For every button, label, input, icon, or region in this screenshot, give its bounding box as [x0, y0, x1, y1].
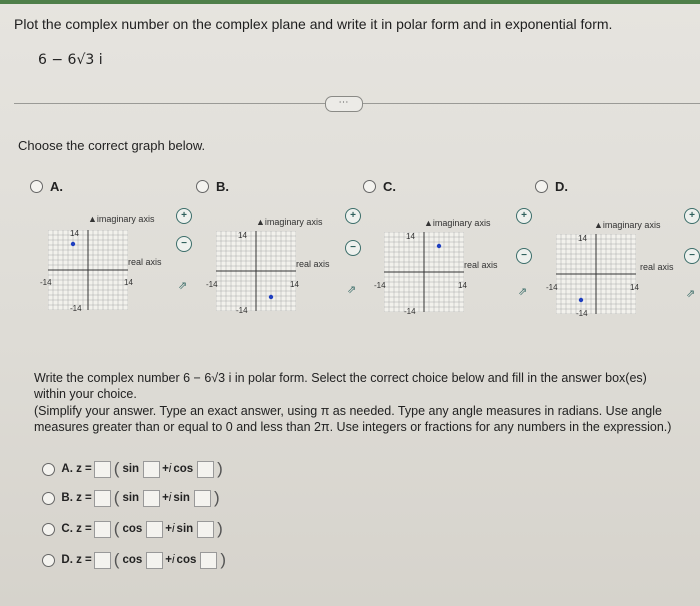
expand-icon[interactable]: ⇗ [686, 288, 696, 300]
modulus-input[interactable] [94, 552, 111, 569]
plus-sign: + [162, 492, 169, 504]
tick-bottom: -14 [576, 309, 588, 318]
choice-label: B. [61, 492, 73, 504]
zoom-in-icon[interactable]: + [176, 208, 192, 224]
plotted-point [437, 244, 441, 248]
polar-choice-d[interactable] [42, 550, 227, 570]
imaginary-axis-label: ▲imaginary axis [424, 218, 491, 228]
polar-choice-b[interactable] [42, 488, 221, 508]
imaginary-axis-label: ▲imaginary axis [256, 217, 323, 227]
imaginary-unit: i [171, 554, 175, 566]
angle-input-1[interactable] [143, 490, 160, 507]
modulus-input[interactable] [94, 490, 111, 507]
trig-fn-2: sin [173, 492, 190, 504]
angle-input-2[interactable] [197, 521, 214, 538]
tick-bottom: -14 [70, 304, 82, 313]
plotted-point [269, 295, 273, 299]
z-equals: z = [76, 554, 92, 566]
plus-sign: + [165, 523, 172, 535]
choice-label: C. [61, 523, 73, 535]
angle-input-2[interactable] [197, 461, 214, 478]
zoom-out-icon[interactable]: − [516, 248, 532, 264]
tick-bottom: -14 [404, 307, 416, 316]
open-paren: ( [113, 459, 120, 478]
choice-label: A. [61, 463, 73, 475]
instructions-hint: (Simplify your answer. Type an exact answer, using π as needed. Type any angle measures in radians. Use angle measures greater than or equal to 0 and less than 2π. Use integers or fractions for any numbers in the expression.) [34, 404, 672, 434]
radio-b[interactable] [196, 180, 209, 193]
angle-input-1[interactable] [146, 552, 163, 569]
tick-top: 14 [238, 231, 247, 240]
top-bar [0, 0, 700, 4]
tick-top: 14 [406, 232, 415, 241]
graph-c[interactable] [384, 232, 464, 312]
tick-top: 14 [70, 229, 79, 238]
trig-fn-2: cos [173, 463, 194, 475]
polar-choice-c[interactable] [42, 519, 224, 539]
graph-option-a[interactable] [30, 179, 63, 194]
graph-a[interactable] [48, 230, 128, 310]
open-paren: ( [113, 519, 120, 538]
close-paren: ) [217, 519, 223, 538]
graph-b[interactable] [216, 231, 296, 311]
radio-c[interactable] [363, 180, 376, 193]
option-label: C. [383, 179, 396, 194]
zoom-in-icon[interactable]: + [684, 208, 700, 224]
tick-left: -14 [374, 281, 386, 290]
plus-sign: + [162, 463, 169, 475]
zoom-in-icon[interactable]: + [345, 208, 361, 224]
option-label: A. [50, 179, 63, 194]
tick-left: -14 [40, 278, 52, 287]
zoom-out-icon[interactable]: − [176, 236, 192, 252]
imaginary-unit: i [168, 463, 172, 475]
modulus-input[interactable] [94, 461, 111, 478]
tick-right: 14 [458, 281, 467, 290]
real-axis-label: real axis [640, 262, 674, 272]
expand-icon[interactable]: ⇗ [178, 280, 188, 292]
tick-top: 14 [578, 234, 587, 243]
radio-polar-d[interactable] [42, 554, 55, 567]
radio-a[interactable] [30, 180, 43, 193]
close-paren: ) [217, 459, 223, 478]
modulus-input[interactable] [94, 521, 111, 538]
imaginary-unit: i [168, 492, 172, 504]
angle-input-2[interactable] [194, 490, 211, 507]
graph-option-b[interactable] [196, 179, 229, 194]
zoom-out-icon[interactable]: − [345, 240, 361, 256]
tick-left: -14 [546, 283, 558, 292]
more-button[interactable]: ⋯ [325, 96, 363, 112]
real-axis-label: real axis [464, 260, 498, 270]
close-paren: ) [220, 550, 227, 569]
tick-right: 14 [290, 280, 299, 289]
question-text: Plot the complex number on the complex plane and write it in polar form and in exponential form. [14, 16, 613, 32]
trig-fn-1: sin [122, 463, 140, 475]
imaginary-axis-label: ▲imaginary axis [594, 220, 661, 230]
option-label: D. [555, 179, 568, 194]
graph-option-d[interactable] [535, 179, 568, 194]
z-equals: z = [76, 463, 92, 475]
z-equals: z = [76, 523, 92, 535]
plus-sign: + [165, 554, 172, 566]
complex-expression: 6 − 6√3 i [38, 52, 103, 68]
angle-input-1[interactable] [146, 521, 163, 538]
real-axis-label: real axis [296, 259, 330, 269]
real-axis-label: real axis [128, 257, 162, 267]
graph-d[interactable] [556, 234, 636, 314]
angle-input-2[interactable] [200, 552, 217, 569]
polar-prompt: Write the complex number 6 − 6√3 i in polar form. Select the correct choice below and fill in the answer box(es) within your choice. [34, 371, 647, 401]
radio-polar-a[interactable] [42, 463, 55, 476]
choose-prompt: Choose the correct graph below. [18, 138, 206, 153]
tick-bottom: -14 [236, 306, 248, 315]
trig-fn-2: sin [176, 523, 194, 535]
zoom-in-icon[interactable]: + [516, 208, 532, 224]
trig-fn-1: cos [122, 523, 143, 535]
radio-d[interactable] [535, 180, 548, 193]
choice-label: D. [61, 554, 73, 566]
radio-polar-b[interactable] [42, 492, 55, 505]
trig-fn-2: cos [176, 554, 197, 566]
radio-polar-c[interactable] [42, 523, 55, 536]
close-paren: ) [213, 488, 220, 507]
plotted-point [579, 298, 583, 302]
graph-option-c[interactable] [363, 179, 396, 194]
tick-right: 14 [124, 278, 133, 287]
imaginary-unit: i [171, 523, 175, 535]
tick-left: -14 [206, 280, 218, 289]
plotted-point [71, 242, 75, 246]
expand-icon[interactable]: ⇗ [347, 284, 357, 296]
imaginary-axis-label: ▲imaginary axis [88, 214, 155, 224]
tick-right: 14 [630, 283, 639, 292]
option-label: B. [216, 179, 229, 194]
expand-icon[interactable]: ⇗ [518, 286, 528, 298]
polar-choice-a[interactable] [42, 459, 224, 479]
angle-input-1[interactable] [143, 461, 160, 478]
z-equals: z = [76, 492, 92, 504]
trig-fn-1: sin [122, 492, 140, 504]
zoom-out-icon[interactable]: − [684, 248, 700, 264]
open-paren: ( [113, 550, 120, 569]
trig-fn-1: cos [122, 554, 143, 566]
open-paren: ( [113, 488, 120, 507]
